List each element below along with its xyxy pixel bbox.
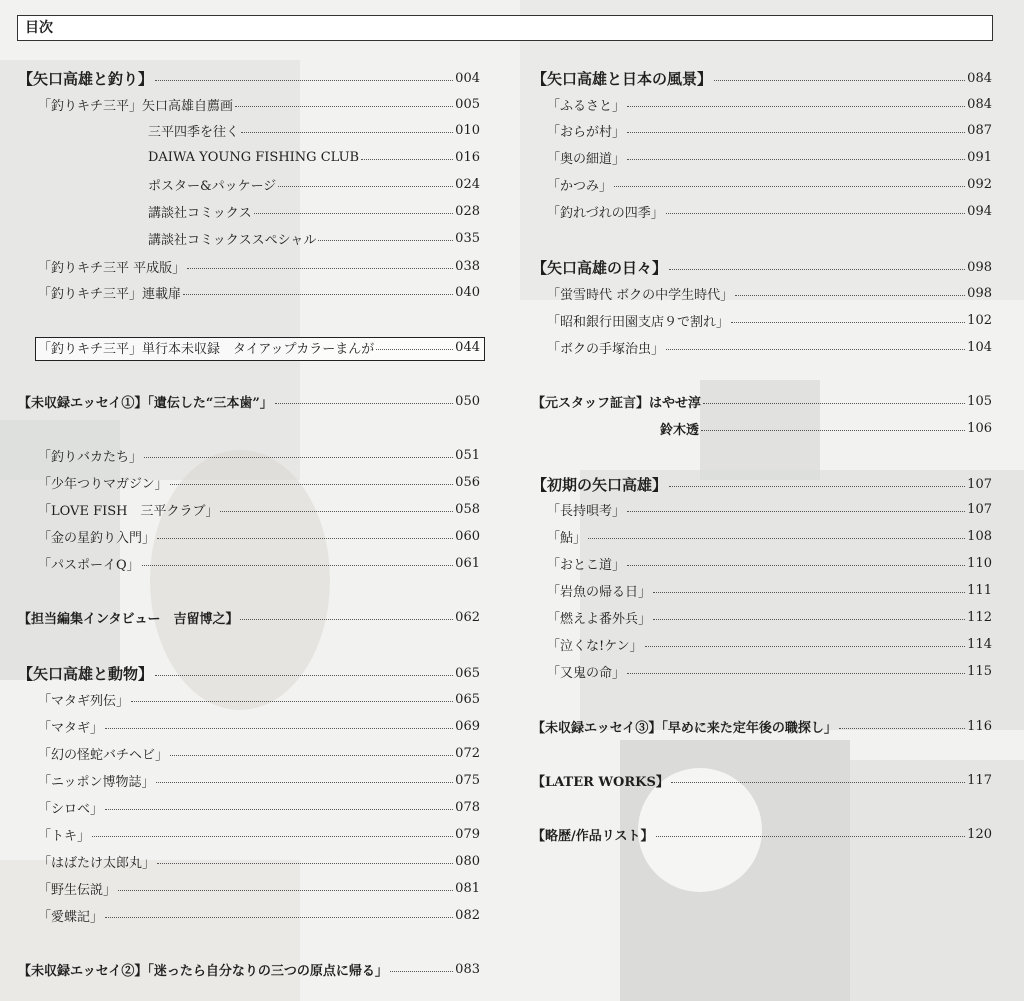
toc-entry-page: 072 — [455, 745, 480, 761]
dot-leader — [669, 257, 965, 270]
toc-entry-title: DAIWA YOUNG FISHING CLUB — [148, 149, 360, 165]
toc-entry-title: 「鮎」 — [547, 530, 587, 546]
toc-entry[interactable] — [547, 119, 992, 141]
toc-entry-title: 「少年つりマガジン」 — [38, 476, 168, 492]
dot-leader — [653, 607, 965, 620]
toc-entry-page: 107 — [967, 476, 992, 492]
toc-entry[interactable] — [547, 606, 992, 628]
toc-entry[interactable] — [38, 796, 480, 818]
toc-entry-title: 「釣りキチ三平」単行本未収録 タイアップカラーまんが — [38, 341, 375, 357]
toc-entry[interactable] — [547, 579, 992, 601]
toc-entry-page: 091 — [967, 149, 992, 165]
dot-leader — [839, 716, 965, 729]
toc-entry[interactable] — [38, 769, 480, 791]
toc-entry-title: 「釣りバカたち」 — [38, 449, 143, 465]
toc-entry[interactable] — [18, 67, 480, 89]
toc-entry-title: 「トキ」 — [38, 828, 91, 844]
toc-entry-page: 083 — [455, 961, 480, 977]
toc-entry-title: 【未収録エッセイ③】「早めに来た定年後の職探し」 — [532, 720, 837, 736]
toc-entry-page: 065 — [455, 665, 480, 681]
toc-entry-page: 120 — [967, 826, 992, 842]
toc-entry-page: 084 — [967, 96, 992, 112]
toc-entry[interactable] — [38, 471, 480, 493]
toc-entry-title: 「パスポーイQ」 — [38, 557, 140, 573]
dot-leader — [155, 68, 453, 81]
toc-entry-page: 062 — [455, 609, 480, 625]
dot-leader — [731, 310, 965, 323]
toc-entry-title: 「LOVE FISH 三平クラブ」 — [38, 503, 219, 519]
toc-entry-page: 038 — [455, 258, 480, 274]
dot-leader — [703, 391, 965, 404]
toc-entry-title: 講談社コミックススペシャル — [148, 232, 317, 248]
dot-leader — [170, 743, 453, 756]
dot-leader — [157, 526, 453, 539]
toc-entry-title: 「金の星釣り入門」 — [38, 530, 156, 546]
toc-entry-title: 「おとこ道」 — [547, 557, 626, 573]
toc-entry-title: 「昭和銀行田園支店９で割れ」 — [547, 314, 730, 330]
dot-leader — [131, 689, 453, 702]
toc-entry-title: 「ニッポン博物誌」 — [38, 774, 155, 790]
toc-entry-page: 081 — [455, 880, 480, 896]
toc-entry-page: 104 — [967, 339, 992, 355]
toc-entry-page: 094 — [967, 203, 992, 219]
page-title: 目次 — [17, 15, 993, 41]
dot-leader — [183, 282, 453, 295]
toc-entry[interactable] — [532, 67, 992, 89]
toc-entry-title: 【矢口高雄と動物】 — [18, 664, 154, 683]
dot-leader — [157, 851, 453, 864]
dot-leader — [627, 553, 965, 566]
toc-entry[interactable] — [547, 173, 992, 195]
toc-entry[interactable] — [547, 552, 992, 574]
toc-entry-title: 「はばたけ太郎丸」 — [38, 855, 156, 871]
toc-entry-page: 106 — [967, 420, 992, 436]
toc-entry[interactable] — [547, 660, 992, 682]
toc-entry-title: 「燃えよ番外兵」 — [547, 611, 652, 627]
toc-entry-title: 【矢口高雄と釣り】 — [18, 69, 154, 88]
toc-entry-page: 024 — [455, 176, 480, 192]
toc-entry[interactable] — [532, 769, 992, 791]
toc-entry[interactable] — [18, 958, 480, 980]
dot-leader — [376, 337, 453, 350]
toc-entry[interactable] — [148, 119, 480, 141]
toc-entry-page: 078 — [455, 799, 480, 815]
dot-leader — [240, 607, 453, 620]
toc-entry[interactable] — [38, 93, 480, 115]
dot-leader — [235, 94, 453, 107]
dot-leader — [714, 68, 965, 81]
toc-entry[interactable] — [38, 850, 480, 872]
toc-entry-title: 【略歴/作品リスト】 — [532, 828, 654, 844]
toc-entry-page: 082 — [455, 907, 480, 923]
dot-leader — [627, 120, 965, 133]
toc-entry-page: 069 — [455, 718, 480, 734]
dot-leader — [627, 147, 965, 160]
toc-entry[interactable] — [547, 282, 992, 304]
toc-entry-title: 三平四季を往く — [148, 124, 240, 140]
toc-entry-page: 079 — [455, 826, 480, 842]
toc-entry[interactable] — [532, 256, 992, 278]
toc-entry-title: 「愛蝶記」 — [38, 909, 104, 925]
toc-entry[interactable] — [38, 715, 480, 737]
dot-leader — [275, 391, 453, 404]
toc-entry-title: 「釣りキチ三平」連載扉 — [38, 286, 182, 302]
toc-entry-page: 050 — [455, 393, 480, 409]
toc-entry[interactable] — [38, 255, 480, 277]
toc-entry-title: 「ボクの手塚治虫」 — [547, 341, 665, 357]
toc-entry-page: 098 — [967, 259, 992, 275]
toc-entry-title: 「岩魚の帰る日」 — [547, 584, 652, 600]
toc-entry-title: 【LATER WORKS】 — [532, 774, 669, 790]
toc-entry-page: 116 — [967, 718, 992, 734]
toc-entry[interactable] — [148, 227, 480, 249]
dot-leader — [671, 770, 965, 783]
dot-leader — [653, 580, 965, 593]
toc-entry-title: 講談社コミックス — [148, 205, 252, 221]
toc-entry-title: 「マタギ列伝」 — [38, 693, 130, 709]
dot-leader — [105, 905, 453, 918]
toc-entry[interactable] — [532, 390, 992, 412]
dot-leader — [735, 283, 965, 296]
dot-leader — [105, 716, 453, 729]
toc-entry-page: 061 — [455, 555, 480, 571]
toc-entry-title: 【初期の矢口高雄】 — [532, 475, 668, 494]
toc-entry-page: 107 — [967, 501, 992, 517]
toc-entry-page: 056 — [455, 474, 480, 490]
dot-leader — [92, 824, 453, 837]
toc-entry-title: 「シロベ」 — [38, 801, 104, 817]
toc-entry-page: 105 — [967, 393, 992, 409]
toc-entry-title: ポスター&パッケージ — [148, 178, 277, 194]
toc-entry-page: 087 — [967, 122, 992, 138]
toc-entry[interactable] — [660, 417, 992, 439]
toc-entry-page: 080 — [455, 853, 480, 869]
toc-entry-page: 075 — [455, 772, 480, 788]
toc-entry[interactable] — [148, 146, 480, 168]
toc-entry-title: 「長持唄考」 — [547, 503, 626, 519]
toc-entry-title: 「泣くな!ケン」 — [547, 638, 643, 654]
dot-leader — [241, 120, 453, 133]
toc-entry-page: 010 — [455, 122, 480, 138]
dot-leader — [645, 634, 966, 647]
toc-entry[interactable] — [38, 552, 480, 574]
toc-entry-page: 108 — [967, 528, 992, 544]
dot-leader — [187, 256, 453, 269]
toc-entry-title: 鈴木透 — [660, 422, 700, 438]
dot-leader — [627, 661, 965, 674]
dot-leader — [390, 959, 453, 972]
toc-entry-title: 「おらが村」 — [547, 124, 626, 140]
toc-entry[interactable] — [547, 93, 992, 115]
toc-entry-title: 「ふるさと」 — [547, 98, 626, 114]
toc-entry-page: 111 — [967, 582, 992, 598]
toc-entry-page: 044 — [455, 339, 480, 355]
toc-entry-title: 「又鬼の命」 — [547, 665, 626, 681]
toc-entry-title: 「かつみ」 — [547, 178, 613, 194]
dot-leader — [105, 797, 453, 810]
toc-entry[interactable] — [532, 715, 992, 737]
toc-entry[interactable] — [547, 633, 992, 655]
toc-entry-page: 114 — [967, 636, 992, 652]
dot-leader — [144, 445, 453, 458]
toc-entry[interactable] — [547, 309, 992, 331]
toc-entry-page: 110 — [967, 555, 992, 571]
toc-entry[interactable] — [38, 742, 480, 764]
toc-entry-title: 【矢口高雄の日々】 — [532, 258, 668, 277]
toc-entry-title: 「釣りキチ三平 平成版」 — [38, 260, 186, 276]
toc-entry-page: 040 — [455, 284, 480, 300]
toc-entry-page: 028 — [455, 203, 480, 219]
dot-leader — [156, 770, 453, 783]
toc-entry[interactable] — [38, 281, 480, 303]
toc-entry[interactable] — [38, 525, 480, 547]
dot-leader — [118, 878, 453, 891]
toc-entry-title: 【矢口高雄と日本の風景】 — [532, 69, 713, 88]
toc-entry-page: 016 — [455, 149, 480, 165]
toc-entry[interactable] — [148, 173, 480, 195]
toc-entry-page: 092 — [967, 176, 992, 192]
toc-entry-page: 005 — [455, 96, 480, 112]
toc-entry-title: 【未収録エッセイ①】「遺伝した“三本歯”」 — [18, 395, 273, 411]
toc-entry-page: 084 — [967, 70, 992, 86]
toc-entry-title: 「釣れづれの四季」 — [547, 205, 664, 221]
toc-entry[interactable] — [148, 200, 480, 222]
toc-entry[interactable] — [532, 473, 992, 495]
dot-leader — [155, 663, 453, 676]
dot-leader — [701, 418, 965, 431]
dot-leader — [627, 94, 965, 107]
toc-entry[interactable] — [18, 662, 480, 684]
toc-entry-page: 060 — [455, 528, 480, 544]
dot-leader — [142, 553, 454, 566]
toc-entry[interactable] — [547, 525, 992, 547]
dot-leader — [588, 526, 965, 539]
dot-leader — [669, 474, 965, 487]
toc-entry[interactable] — [38, 498, 480, 520]
dot-leader — [361, 147, 453, 160]
dot-leader — [666, 201, 965, 214]
toc-entry-title: 【元スタッフ証言】はやせ淳 — [532, 395, 702, 411]
dot-leader — [666, 337, 965, 350]
toc-entry-page: 117 — [967, 772, 992, 788]
toc-entry-title: 【未収録エッセイ②】「迷ったら自分なりの三つの原点に帰る」 — [18, 963, 388, 979]
toc-entry-page: 115 — [967, 663, 992, 679]
toc-entry[interactable] — [547, 336, 992, 358]
toc-entry-title: 【担当編集インタビュー 吉留博之】 — [18, 611, 239, 627]
dot-leader — [278, 174, 453, 187]
toc-entry-title: 「奥の細道」 — [547, 151, 626, 167]
toc-entry-page: 051 — [455, 447, 480, 463]
toc-entry[interactable] — [38, 877, 480, 899]
dot-leader — [614, 174, 965, 187]
dot-leader — [254, 201, 454, 214]
toc-entry-page: 065 — [455, 691, 480, 707]
toc-entry-page: 112 — [967, 609, 992, 625]
dot-leader — [627, 499, 965, 512]
toc-entry-title: 「蛍雪時代 ボクの中学生時代」 — [547, 287, 734, 303]
toc-entry-title: 「幻の怪蛇バチヘビ」 — [38, 747, 169, 763]
dot-leader — [220, 499, 453, 512]
toc-entry[interactable] — [547, 200, 992, 222]
toc-entry[interactable] — [547, 146, 992, 168]
toc-entry[interactable] — [38, 444, 480, 466]
toc-entry[interactable] — [38, 688, 480, 710]
toc-entry-page: 102 — [967, 312, 992, 328]
toc-entry[interactable] — [18, 606, 480, 628]
toc-entry[interactable] — [547, 498, 992, 520]
toc-entry-page: 004 — [455, 70, 480, 86]
toc-entry[interactable] — [532, 823, 992, 845]
toc-entry[interactable] — [38, 904, 480, 926]
toc-entry-page: 058 — [455, 501, 480, 517]
toc-entry-page: 035 — [455, 230, 480, 246]
toc-entry-title: 「マタギ」 — [38, 720, 104, 736]
dot-leader — [170, 472, 453, 485]
toc-entry-title: 「釣りキチ三平」矢口高雄自薦画 — [38, 98, 234, 114]
dot-leader — [318, 228, 453, 241]
toc-entry-title: 「野生伝説」 — [38, 882, 117, 898]
toc-entry[interactable] — [38, 823, 480, 845]
toc-entry-page: 098 — [967, 285, 992, 301]
toc-entry[interactable] — [18, 390, 480, 412]
toc-entry[interactable] — [38, 336, 480, 358]
dot-leader — [656, 824, 966, 837]
